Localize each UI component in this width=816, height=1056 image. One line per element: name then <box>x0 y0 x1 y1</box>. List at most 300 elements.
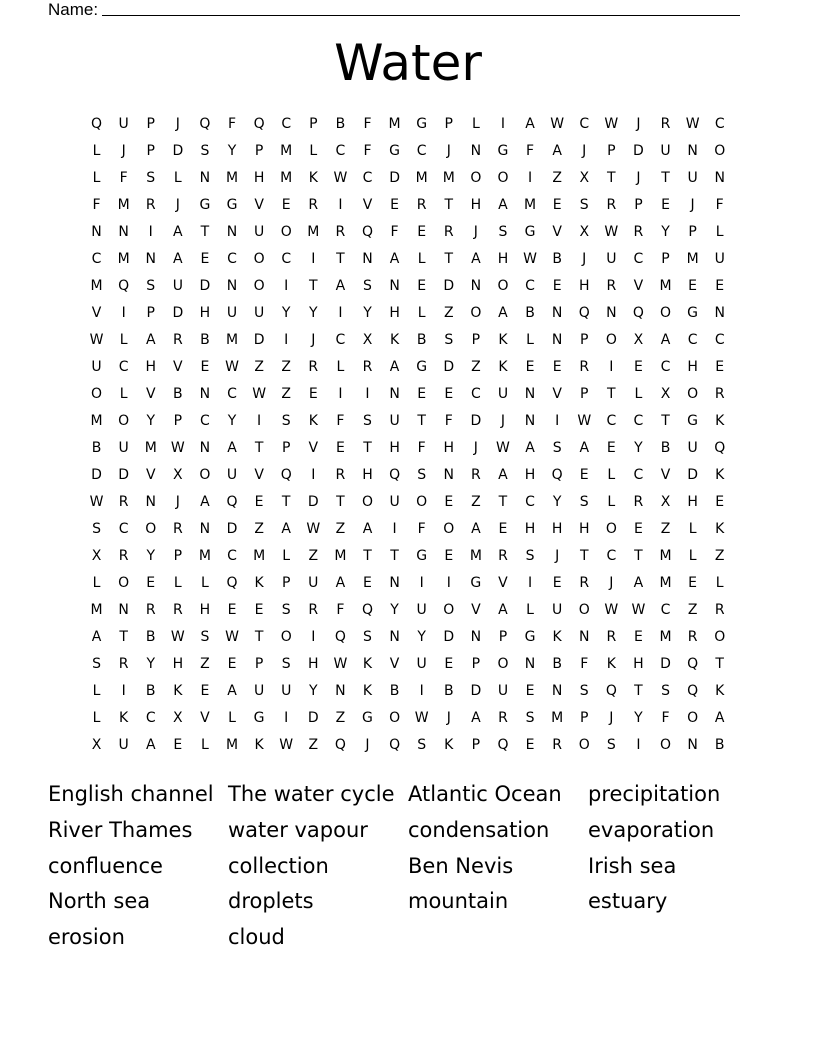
grid-letter: P <box>173 548 183 564</box>
grid-letter: B <box>145 629 156 645</box>
grid-letter: E <box>417 386 427 402</box>
grid-letter: Z <box>308 737 319 753</box>
grid-letter: P <box>281 575 291 591</box>
word-list-item: Ben Nevis <box>408 853 514 878</box>
grid-letter: G <box>362 710 373 726</box>
grid-letter: N <box>551 305 563 321</box>
grid-letter: F <box>390 224 399 240</box>
grid-letter: Q <box>578 305 590 321</box>
grid-letter: A <box>525 116 535 132</box>
grid-letter: Z <box>552 170 562 186</box>
grid-letter: P <box>173 413 183 429</box>
grid-row <box>83 600 735 627</box>
grid-letter: M <box>90 413 103 429</box>
grid-letter: S <box>146 170 156 186</box>
grid-letter: L <box>309 143 318 159</box>
grid-letter: K <box>606 656 616 672</box>
grid-letter: H <box>524 467 536 483</box>
grid-letter: R <box>714 386 725 402</box>
grid-letter: A <box>200 494 210 510</box>
grid-letter: Y <box>281 305 291 321</box>
grid-letter: G <box>497 143 509 159</box>
grid-letter: Z <box>335 521 346 537</box>
grid-letter: L <box>417 251 426 267</box>
grid-letter: H <box>524 521 536 537</box>
grid-letter: M <box>659 575 672 591</box>
grid-letter: T <box>607 170 616 186</box>
grid-letter: Y <box>634 710 643 726</box>
grid-letter: A <box>471 521 481 537</box>
grid-letter: E <box>444 656 454 672</box>
grid-letter: E <box>552 575 562 591</box>
grid-letter: E <box>444 548 454 564</box>
grid-letter: I <box>284 710 289 726</box>
grid-letter: P <box>580 386 589 402</box>
grid-letter: T <box>634 548 643 564</box>
grid-letter: E <box>200 251 210 267</box>
grid-letter: F <box>661 710 670 726</box>
grid-letter: L <box>201 575 209 591</box>
grid-letter: L <box>688 521 697 537</box>
grid-letter: U <box>91 359 102 375</box>
grid-letter: E <box>335 440 345 456</box>
grid-letter: O <box>280 629 292 645</box>
grid-letter: D <box>443 359 455 375</box>
grid-letter: L <box>92 683 101 699</box>
grid-letter: E <box>525 737 535 753</box>
grid-letter: K <box>552 629 562 645</box>
grid-letter: C <box>335 143 346 159</box>
grid-letter: R <box>552 737 562 753</box>
grid-letter: E <box>444 386 454 402</box>
grid-letter: G <box>416 359 428 375</box>
grid-letter: Q <box>118 278 130 294</box>
word-list-item: River Thames <box>48 817 193 842</box>
grid-letter: C <box>362 170 373 186</box>
grid-letter: I <box>257 413 262 429</box>
grid-letter: W <box>279 737 294 753</box>
grid-letter: R <box>579 575 590 591</box>
grid-letter: E <box>688 278 698 294</box>
grid-letter: T <box>634 683 643 699</box>
grid-letter: K <box>173 683 183 699</box>
grid-letter: C <box>227 251 237 267</box>
grid-letter: P <box>309 116 318 132</box>
grid-letter: X <box>91 548 102 564</box>
grid-letter: G <box>253 710 265 726</box>
grid-letter: N <box>551 332 563 348</box>
grid-letter: G <box>199 197 211 213</box>
grid-letter: D <box>172 143 184 159</box>
grid-letter: H <box>145 359 156 375</box>
grid-letter: R <box>606 629 617 645</box>
grid-letter: V <box>552 386 562 402</box>
grid-letter: O <box>714 629 726 645</box>
grid-letter: I <box>311 251 316 267</box>
word-list-item: erosion <box>48 925 125 950</box>
grid-letter: C <box>227 548 237 564</box>
grid-letter: P <box>444 116 453 132</box>
grid-letter: L <box>715 575 724 591</box>
grid-letter: D <box>443 278 455 294</box>
grid-letter: Q <box>361 602 373 618</box>
grid-letter: R <box>172 602 183 618</box>
grid-letter: O <box>118 413 130 429</box>
grid-letter: E <box>633 629 643 645</box>
grid-letter: M <box>280 143 293 159</box>
grid-letter: T <box>444 251 454 267</box>
grid-letter: A <box>335 278 346 294</box>
grid-letter: W <box>89 332 104 348</box>
grid-letter: H <box>687 359 698 375</box>
grid-letter: A <box>660 332 671 348</box>
grid-letter: G <box>470 575 482 591</box>
grid-letter: C <box>335 332 346 348</box>
grid-letter: G <box>416 548 428 564</box>
grid-letter: A <box>91 629 102 645</box>
grid-row <box>83 357 735 384</box>
grid-letter: O <box>361 494 373 510</box>
grid-letter: G <box>687 413 699 429</box>
grid-letter: I <box>148 224 153 240</box>
grid-letter: U <box>253 683 265 699</box>
grid-letter: L <box>119 332 128 348</box>
grid-letter: P <box>254 143 264 159</box>
grid-letter: W <box>604 602 619 618</box>
grid-letter: A <box>227 683 237 699</box>
grid-letter: M <box>225 170 239 186</box>
grid-letter: J <box>473 224 478 240</box>
grid-letter: Y <box>146 656 156 672</box>
grid-letter: R <box>633 224 644 240</box>
grid-letter: Q <box>334 629 346 645</box>
grid-letter: F <box>336 602 345 618</box>
grid-letter: P <box>580 710 589 726</box>
grid-letter: U <box>416 656 427 672</box>
grid-letter: X <box>660 386 671 402</box>
grid-letter: O <box>660 305 672 321</box>
grid-letter: H <box>172 656 184 672</box>
grid-letter: P <box>471 332 481 348</box>
grid-letter: R <box>714 602 725 618</box>
grid-letter: Q <box>91 116 103 132</box>
grid-letter: P <box>580 332 589 348</box>
grid-letter: F <box>227 116 237 132</box>
grid-letter: F <box>363 116 372 132</box>
grid-letter: D <box>660 656 671 672</box>
grid-letter: S <box>92 521 101 537</box>
grid-letter: Y <box>309 683 318 699</box>
grid-letter: L <box>634 386 643 402</box>
grid-letter: A <box>498 197 508 213</box>
grid-letter: K <box>498 332 508 348</box>
grid-letter: L <box>173 575 182 591</box>
grid-letter: E <box>281 197 291 213</box>
grid-letter: S <box>363 278 372 294</box>
grid-letter: X <box>579 170 590 186</box>
grid-letter: F <box>417 440 426 456</box>
grid-letter: R <box>308 197 319 213</box>
grid-letter: L <box>201 737 209 753</box>
grid-letter: E <box>390 197 399 213</box>
grid-letter: E <box>552 359 562 375</box>
grid-letter: F <box>119 170 128 186</box>
grid-letter: O <box>253 278 265 294</box>
grid-letter: I <box>121 683 126 699</box>
grid-letter: H <box>253 170 265 186</box>
grid-letter: D <box>633 143 644 159</box>
word-list <box>48 776 768 955</box>
grid-letter: J <box>609 575 614 591</box>
grid-letter: O <box>578 737 590 753</box>
grid-letter: J <box>365 737 370 753</box>
grid-letter: N <box>524 656 536 672</box>
grid-letter: P <box>146 305 155 321</box>
grid-letter: W <box>333 170 348 186</box>
grid-letter: J <box>582 143 587 159</box>
grid-letter: I <box>419 683 424 699</box>
grid-letter: A <box>471 251 481 267</box>
grid-letter: J <box>636 170 641 186</box>
grid-letter: B <box>335 116 346 132</box>
grid-letter: C <box>145 710 156 726</box>
grid-row <box>83 249 735 276</box>
grid-letter: N <box>91 224 102 240</box>
grid-letter: J <box>582 251 587 267</box>
grid-letter: C <box>660 359 671 375</box>
grid-letter: N <box>524 413 536 429</box>
grid-letter: F <box>92 197 101 213</box>
grid-letter: O <box>605 521 617 537</box>
grid-letter: R <box>362 359 373 375</box>
grid-letter: W <box>604 116 619 132</box>
grid-letter: S <box>92 656 101 672</box>
grid-letter: L <box>607 467 616 483</box>
grid-letter: V <box>254 467 264 483</box>
grid-letter: E <box>688 575 698 591</box>
grid-letter: T <box>607 386 616 402</box>
grid-letter: U <box>687 170 698 186</box>
grid-letter: P <box>498 629 508 645</box>
grid-row <box>83 573 735 600</box>
grid-letter: E <box>417 224 427 240</box>
grid-letter: A <box>552 143 562 159</box>
grid-letter: V <box>308 440 319 456</box>
grid-letter: S <box>417 467 427 483</box>
grid-letter: J <box>121 143 126 159</box>
grid-letter: C <box>525 494 535 510</box>
grid-letter: Z <box>443 305 454 321</box>
grid-letter: L <box>471 116 480 132</box>
grid-letter: N <box>443 467 454 483</box>
grid-letter: V <box>254 197 264 213</box>
grid-letter: H <box>308 656 319 672</box>
grid-letter: O <box>253 251 265 267</box>
grid-letter: V <box>200 710 210 726</box>
grid-letter: S <box>200 143 210 159</box>
grid-letter: W <box>333 656 348 672</box>
grid-letter: U <box>660 143 671 159</box>
grid-letter: L <box>526 332 534 348</box>
grid-letter: U <box>416 602 427 618</box>
grid-letter: A <box>389 359 400 375</box>
grid-letter: J <box>690 197 695 213</box>
grid-letter: V <box>660 467 671 483</box>
grid-letter: Z <box>471 494 481 510</box>
grid-letter: J <box>446 143 451 159</box>
grid-letter: V <box>633 278 644 294</box>
grid-letter: Z <box>200 656 210 672</box>
grid-letter: R <box>308 359 319 375</box>
grid-letter: E <box>227 656 237 672</box>
grid-row <box>83 330 735 357</box>
grid-letter: A <box>281 521 291 537</box>
grid-letter: P <box>471 737 481 753</box>
grid-letter: A <box>145 737 156 753</box>
grid-letter: W <box>631 602 646 618</box>
grid-letter: H <box>389 440 400 456</box>
grid-letter: Z <box>660 521 671 537</box>
word-list-item: confluence <box>48 853 163 878</box>
grid-letter: S <box>281 413 291 429</box>
grid-letter: Z <box>714 548 725 564</box>
grid-letter: E <box>417 278 427 294</box>
word-list-item: droplets <box>228 889 314 914</box>
grid-letter: U <box>118 440 129 456</box>
word-list-item: Atlantic Ocean <box>408 782 562 806</box>
grid-letter: N <box>389 278 400 294</box>
grid-letter: M <box>659 278 672 294</box>
grid-letter: L <box>688 548 697 564</box>
grid-letter: Q <box>687 683 699 699</box>
grid-letter: J <box>473 440 478 456</box>
grid-letter: E <box>661 197 670 213</box>
grid-letter: L <box>228 710 236 726</box>
grid-letter: S <box>444 332 454 348</box>
grid-letter: I <box>446 575 451 591</box>
grid-letter: I <box>311 467 316 483</box>
grid-letter: W <box>577 413 592 429</box>
grid-row <box>83 222 735 249</box>
grid-letter: P <box>607 143 616 159</box>
grid-letter: R <box>172 521 183 537</box>
grid-letter: C <box>118 521 129 537</box>
grid-letter: W <box>170 629 185 645</box>
grid-letter: O <box>389 710 401 726</box>
grid-row <box>83 141 735 168</box>
grid-letter: Y <box>227 143 237 159</box>
grid-letter: J <box>311 332 316 348</box>
grid-letter: Q <box>389 737 401 753</box>
grid-letter: A <box>173 251 183 267</box>
grid-letter: F <box>444 413 453 429</box>
grid-letter: O <box>578 602 590 618</box>
grid-letter: A <box>362 521 373 537</box>
grid-letter: B <box>443 683 454 699</box>
grid-letter: L <box>336 359 345 375</box>
grid-letter: T <box>363 548 372 564</box>
grid-letter: T <box>715 656 724 672</box>
grid-letter: N <box>199 521 211 537</box>
grid-letter: W <box>306 521 321 537</box>
grid-letter: M <box>442 170 455 186</box>
grid-letter: A <box>498 467 508 483</box>
grid-letter: V <box>91 305 102 321</box>
grid-letter: H <box>470 197 482 213</box>
grid-letter: N <box>470 278 482 294</box>
grid-letter: T <box>390 548 399 564</box>
grid-letter: L <box>607 494 616 510</box>
grid-row <box>83 411 735 438</box>
grid-letter: M <box>280 170 293 186</box>
grid-letter: T <box>336 494 345 510</box>
grid-letter: U <box>118 116 129 132</box>
grid-letter: R <box>633 494 644 510</box>
grid-letter: E <box>552 197 562 213</box>
grid-letter: R <box>470 467 481 483</box>
grid-letter: Z <box>335 710 346 726</box>
grid-letter: R <box>606 197 617 213</box>
grid-letter: O <box>199 467 211 483</box>
grid-letter: O <box>687 386 699 402</box>
grid-letter: X <box>173 710 183 726</box>
grid-letter: B <box>714 737 725 753</box>
grid-letter: T <box>254 440 264 456</box>
grid-letter: A <box>498 602 508 618</box>
grid-letter: D <box>307 710 319 726</box>
grid-letter: E <box>146 575 156 591</box>
grid-letter: M <box>524 197 537 213</box>
grid-letter: Y <box>146 413 156 429</box>
grid-letter: V <box>552 224 562 240</box>
grid-row <box>83 438 735 465</box>
word-list-item: precipitation <box>588 782 721 806</box>
grid-letter: G <box>524 629 536 645</box>
grid-letter: B <box>389 683 400 699</box>
grid-letter: Y <box>227 413 237 429</box>
grid-letter: I <box>284 278 289 294</box>
grid-letter: A <box>227 440 237 456</box>
grid-letter: C <box>660 602 671 618</box>
grid-letter: I <box>392 521 397 537</box>
grid-letter: H <box>578 278 590 294</box>
grid-letter: N <box>118 602 129 618</box>
grid-row <box>83 492 735 519</box>
grid-letter: N <box>118 224 129 240</box>
grid-letter: V <box>145 467 156 483</box>
grid-letter: F <box>417 521 426 537</box>
grid-letter: U <box>552 602 563 618</box>
grid-letter: A <box>525 440 535 456</box>
grid-letter: O <box>605 332 617 348</box>
grid-letter: M <box>117 251 130 267</box>
grid-letter: R <box>308 602 319 618</box>
grid-letter: W <box>252 386 267 402</box>
word-list-item: North sea <box>48 889 151 914</box>
grid-letter: V <box>173 359 183 375</box>
grid-letter: K <box>715 413 725 429</box>
grid-letter: X <box>173 467 183 483</box>
grid-letter: O <box>443 521 455 537</box>
grid-letter: R <box>335 467 346 483</box>
grid-letter: A <box>471 710 481 726</box>
grid-letter: Q <box>226 575 238 591</box>
grid-letter: O <box>470 170 482 186</box>
grid-row <box>83 276 735 303</box>
grid-row <box>83 195 735 222</box>
word-list-item: evaporation <box>588 817 715 842</box>
grid-letter: E <box>525 683 535 699</box>
